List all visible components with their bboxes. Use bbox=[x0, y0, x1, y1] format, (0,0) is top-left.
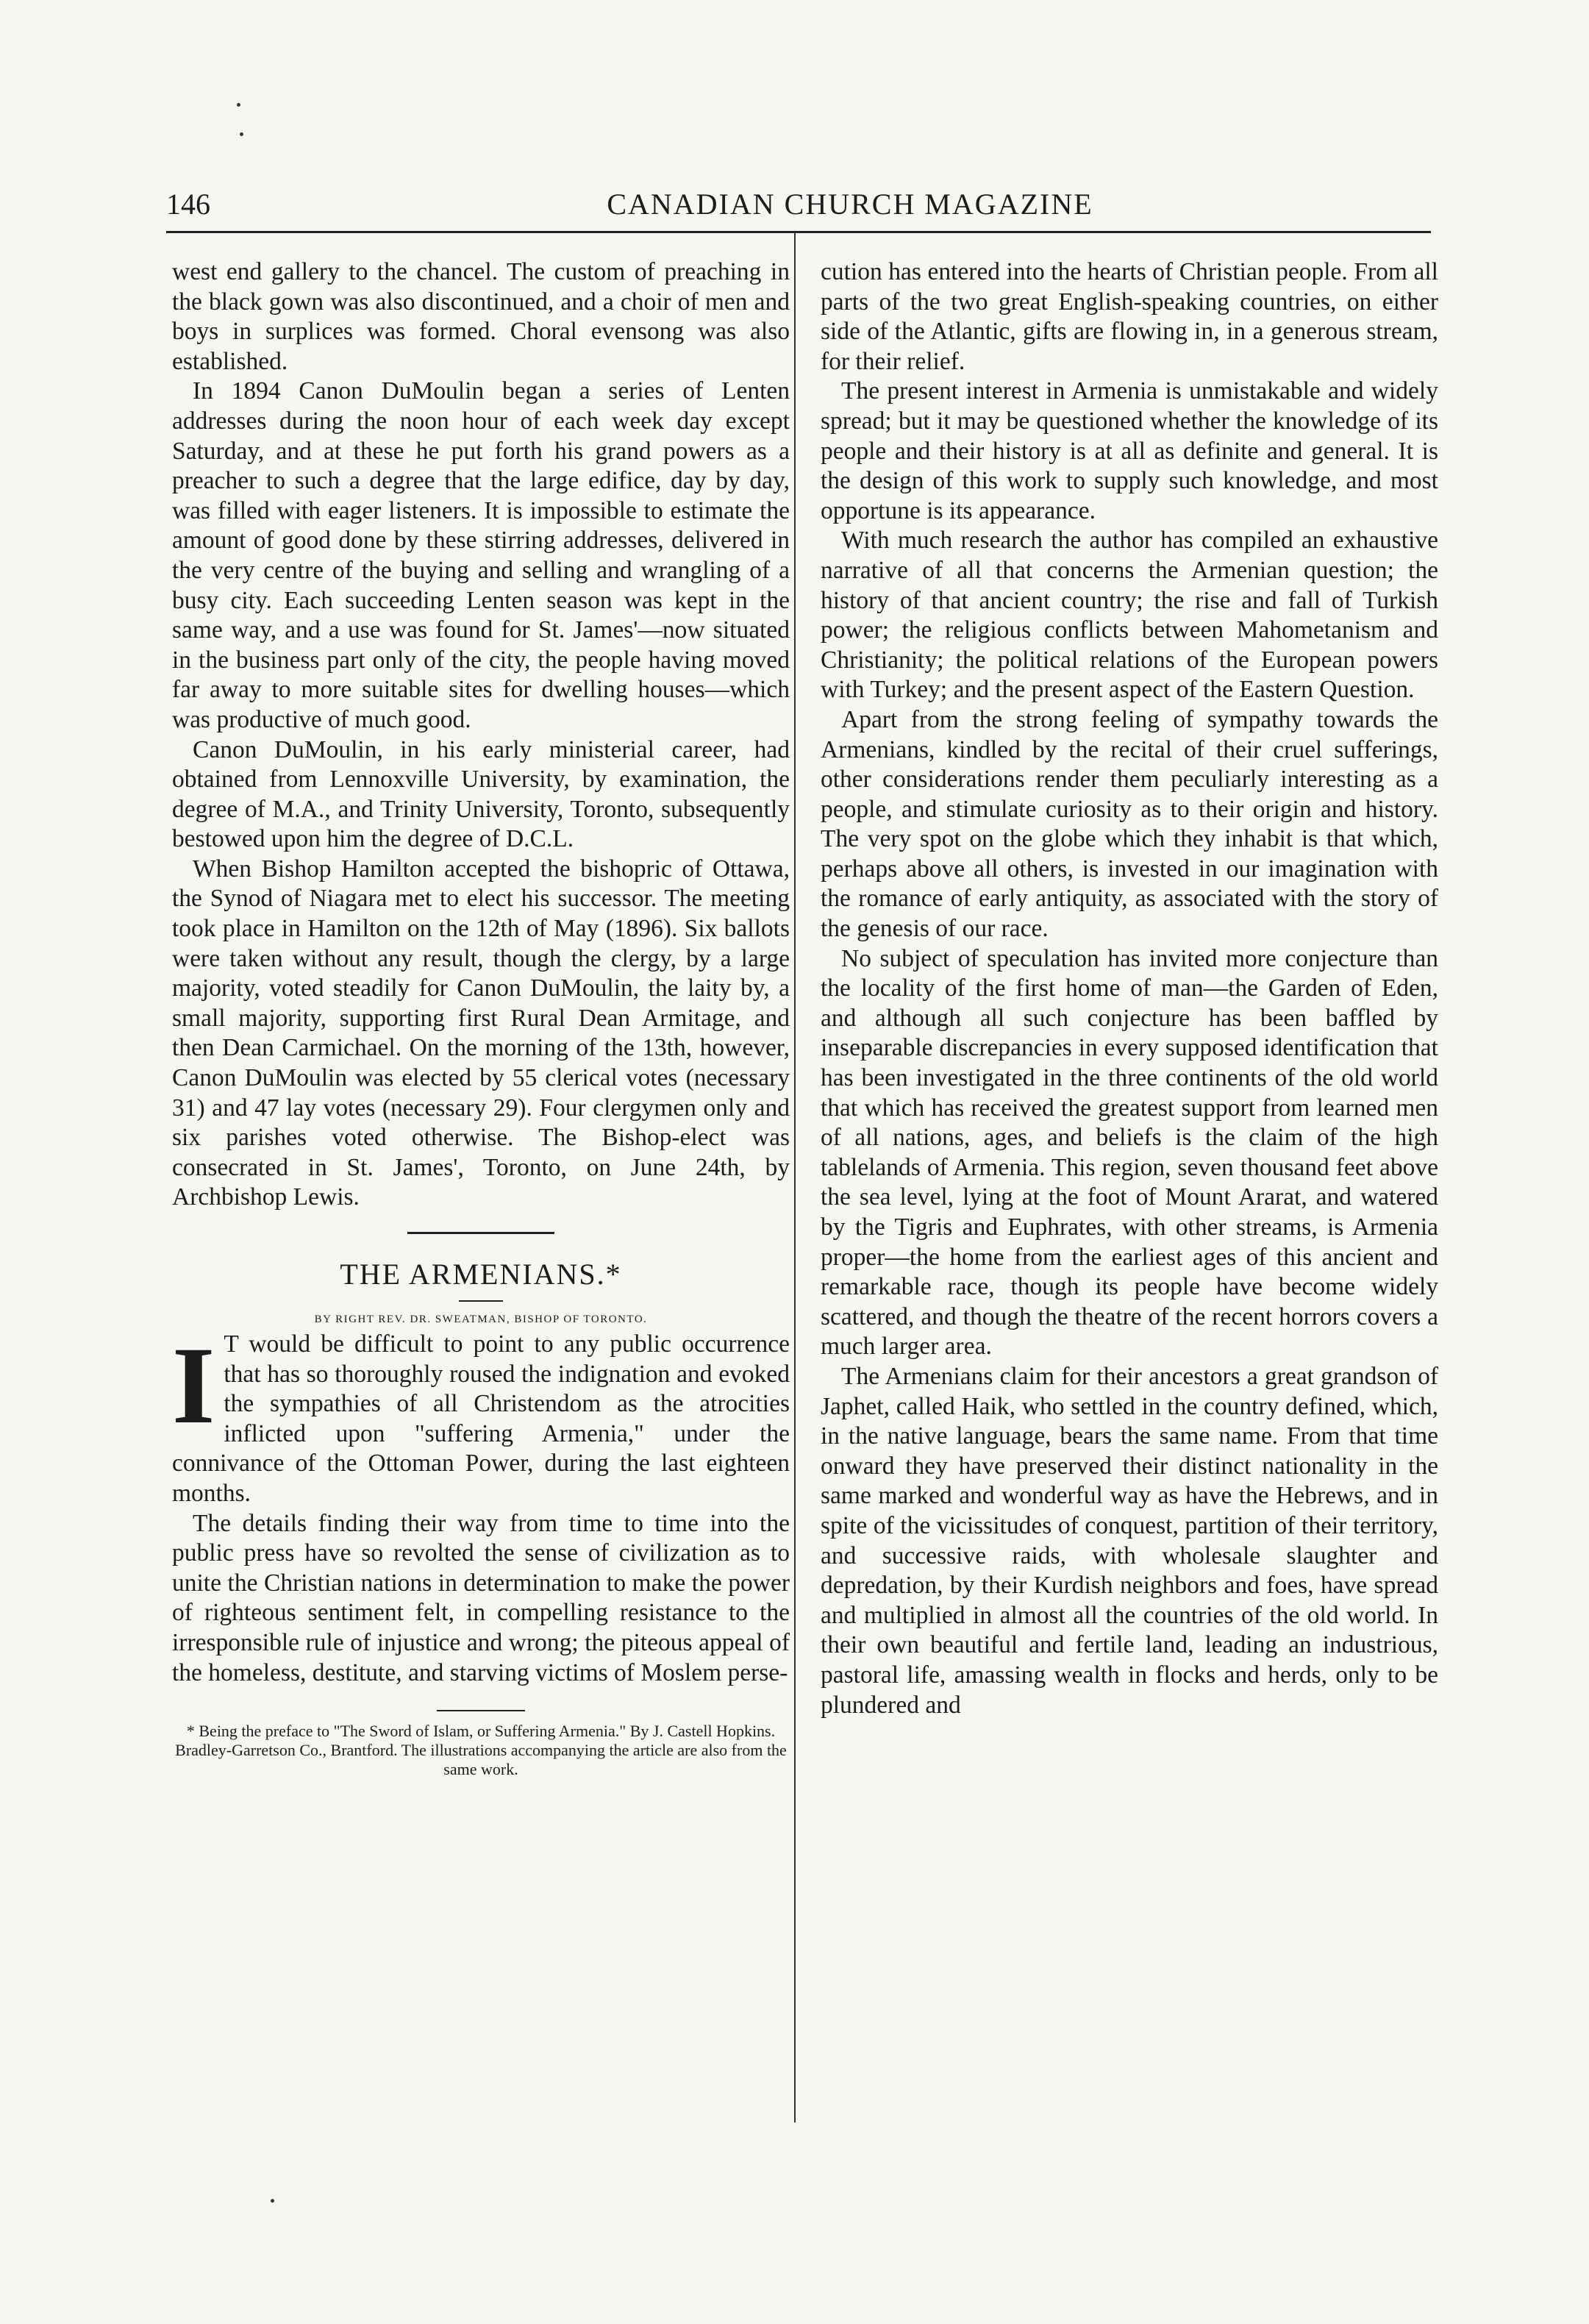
ink-speck bbox=[271, 2199, 274, 2203]
paragraph: The details finding their way from time to time into the public press have so revolted the sense of civilization as to unite the Christian nations in determination to make the power of righteous sentiment felt, in compelling resistance to the irresponsible rule of injustice and wrong; the piteous appeal of the homeless, destitute, and starving victims of Moslem perse- bbox=[172, 1509, 790, 1686]
paragraph: In 1894 Canon DuMoulin began a series of Lenten addresses during the noon hour of each week day except Saturday, and at these he put forth his grand powers as a preacher to such a degree that the large edifice, day by day, was filled with eager listeners. It is impossible to estimate the amount of good done by these stirring addresses, delivered in the very centre of the buying and selling and wrangling of a busy city. Each succeeding Lenten season was kept in the same way, and a use was found for St. James'—now situated in the business part only of the city, the people having moved far away to more suitable sites for dwelling houses—which was productive of much good. bbox=[172, 377, 790, 733]
footnote: * Being the preface to "The Sword of Islam, or Suffering Armenia." By J. Castell Hopkins. Bradley-Garretson Co., Brantford. The illustrations accompanying the article are also from the same work. bbox=[175, 1722, 787, 1779]
ink-speck bbox=[240, 132, 243, 136]
right-column bbox=[821, 257, 1438, 1720]
left-column bbox=[172, 257, 790, 1779]
page-header bbox=[166, 182, 1431, 227]
paragraph: When Bishop Hamilton accepted the bishopric of Ottawa, the Synod of Niagara met to elect his successor. The meeting took place in Hamilton on the 12th of May (1896). Six ballots were taken without any result, though the clergy, by a large majority, voted steadily for Canon DuMoulin, the laity by, a small majority, supporting first Rural Dean Armitage, and then Dean Carmichael. On the morning of the 13th, however, Canon DuMoulin was elected by 55 clerical votes (necessary 31) and 47 lay votes (necessary 29). Four clergymen only and six parishes voted otherwise. The Bishop-elect was consecrated in St. James', Toronto, on June 24th, by Archbishop Lewis. bbox=[172, 855, 790, 1211]
page-number: 146 bbox=[166, 188, 210, 221]
header-rule bbox=[166, 231, 1431, 233]
paragraph: The present interest in Armenia is unmistakable and widely spread; but it may be questioned whether the knowledge of its people and their history is at all as definite and general. It is the design of this work to supply such knowledge, and most opportune is its appearance. bbox=[821, 377, 1438, 524]
footnote-rule bbox=[437, 1710, 525, 1711]
section-title: THE ARMENIANS.* bbox=[340, 1258, 622, 1291]
paragraph: Apart from the strong feeling of sympathy towards the Armenians, kindled by the recital of their cruel sufferings, other considerations render them peculiarly interesting as a people, and stimulate curiosity as to their origin and history. The very spot on the globe which they inhabit is that which, perhaps above all others, is invested in our imagination with the romance of early antiquity, as associated with the story of the genesis of our race. bbox=[821, 705, 1438, 943]
byline: BY RIGHT REV. DR. SWEATMAN, BISHOP OF TORONTO. bbox=[314, 1314, 648, 1325]
paragraph: No subject of speculation has invited more conjecture than the locality of the first home of man—the Garden of Eden, and although all such conjecture has been baffled by inseparable discrepancies in every supposed identification that has been investigated in the three continents of the old world that which has received the greatest support from learned men of all nations, ages, and beliefs is the claim of the high tablelands of Armenia. This region, seven thousand feet above the sea level, lying at the foot of Mount Ararat, and watered by the Tigris and Euphrates, with other streams, is Armenia proper—the home from the earliest ages of this ancient and remarkable race, though its people have become widely scattered, and though the theatre of the recent horrors covers a much larger area. bbox=[821, 944, 1438, 1361]
paragraph: With much research the author has compiled an exhaustive narrative of all that concerns the Armenian question; the history of that ancient country; the rise and fall of Turkish power; the religious conflicts between Mahometanism and Christianity; the political relations of the European powers with Turkey; and the present aspect of the Eastern Question. bbox=[821, 527, 1438, 704]
paragraph: The Armenians claim for their ancestors a great grandson of Japhet, called Haik, who settled in the country defined, which, in the native language, bears the same name. From that time onward they have preserved their distinct nationality in the same marked and wonderful way as have the Hebrews, and in spite of the vicissitudes of conquest, partition of their territory, and successive raids, with wholesale slaughter and depredation, by their Kurdish neighbors and foes, have spread and multiplied in almost all the countries of the old world. In their own beautiful and fertile land, leading an industrious, pastoral life, amassing wealth in flocks and herds, only to be plundered and bbox=[821, 1362, 1438, 1719]
drop-cap: I bbox=[172, 1325, 215, 1447]
column-divider bbox=[794, 232, 796, 2122]
running-title: CANADIAN CHURCH MAGAZINE bbox=[607, 188, 1093, 221]
paragraph: west end gallery to the chancel. The custom of preaching in the black gown was also discontinued, and a choir of men and boys in surplices was formed. Choral evensong was also established. bbox=[172, 258, 790, 375]
title-underline bbox=[459, 1300, 503, 1302]
section-divider bbox=[407, 1232, 554, 1234]
opening-text: T would be difficult to point to any public occurrence that has so thoroughly roused the indignation and evoked the sympathies of all Christendom as the atrocities inflicted upon "suffering Armenia," under the connivance of the Ottoman Power, during the last eighteen months. bbox=[172, 1330, 790, 1507]
ink-speck bbox=[237, 103, 240, 107]
paragraph: Canon DuMoulin, in his early ministerial career, had obtained from Lennoxville University, by examination, the degree of M.A., and Trinity University, Toronto, subsequently bestowed upon him the degree of D.C.L. bbox=[172, 735, 790, 853]
paragraph: cution has entered into the hearts of Christian people. From all parts of the two great English-speaking countries, on either side of the Atlantic, gifts are flowing in, in a generous stream, for their relief. bbox=[821, 258, 1438, 375]
article-opening bbox=[172, 1325, 790, 1509]
